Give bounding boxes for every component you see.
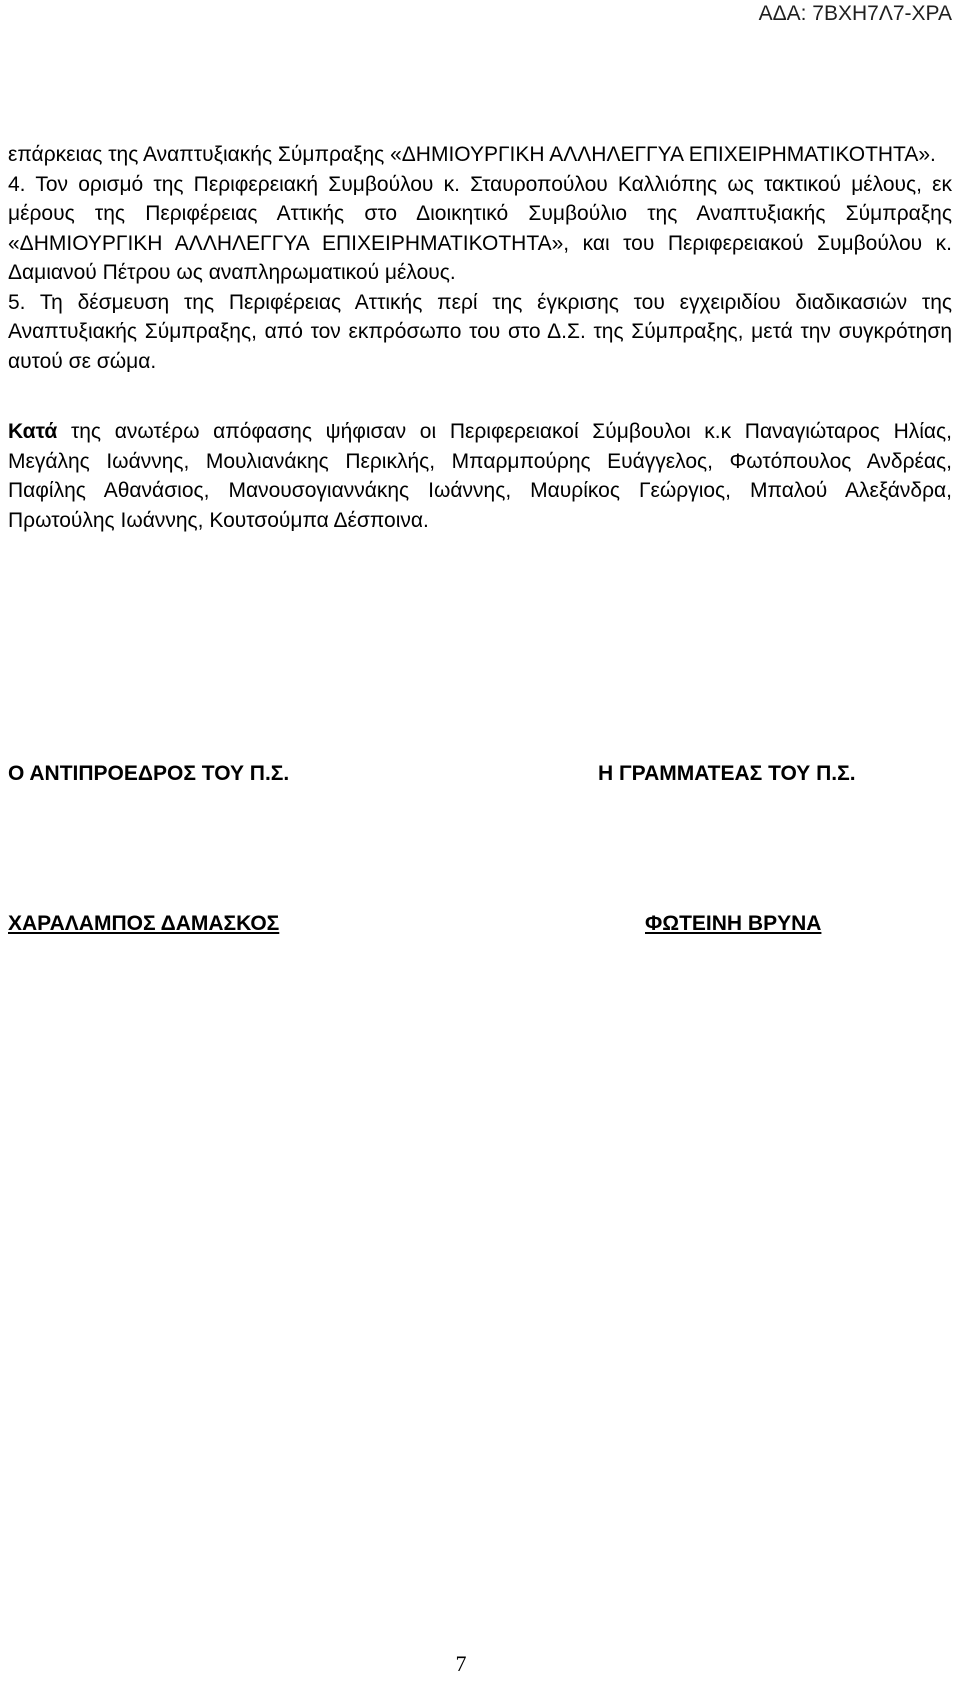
paragraph-item-5: 5. Τη δέσμευση της Περιφέρειας Αττικής περί της έγκρισης του εγχειριδίου διαδικασιών της Αναπτυξιακής Σύμπραξης, από τον εκπρόσωπο του στο Δ.Σ. της Σύμπραξης, μετά την συγκρότηση αυτού σε σώμα. xyxy=(8,290,952,373)
paragraph-item-4: 4. Τον ορισμό της Περιφερειακή Συμβούλου κ. Σταυροπούλου Καλλιόπης ως τακτικού μέλους, εκ μέρους της Περιφέρειας Αττικής στο Διοικητικό Συμβούλιο της Αναπτυξιακής Σύμπραξης «ΔΗΜΙΟΥΡΓΙΚΗ ΑΛΛΗΛΕΓΓΥΑ ΕΠΙΧΕΙΡΗΜΑΤΙΚΟΤΗΤΑ», και του Περιφερειακού Συμβούλου κ. Δαμιανού Πέτρου ως αναπληρωματικού μέλους. xyxy=(8,172,952,284)
paragraph-spacer xyxy=(8,376,952,417)
paragraph-adequacy: επάρκειας της Αναπτυξιακής Σύμπραξης «ΔΗΜΙΟΥΡΓΙΚΗ ΑΛΛΗΛΕΓΓΥΑ ΕΠΙΧΕΙΡΗΜΑΤΙΚΟΤΗΤΑ». xyxy=(8,143,936,166)
vice-president-title: Ο ΑΝΤΙΠΡΟΕΔΡΟΣ ΤΟΥ Π.Σ. xyxy=(8,762,290,785)
vice-president-name: ΧΑΡΑΛΑΜΠΟΣ ΔΑΜΑΣΚΟΣ xyxy=(8,912,280,935)
against-text: της ανωτέρω απόφασης ψήφισαν οι Περιφερειακοί Σύμβουλοι κ.κ Παναγιώταρος Ηλίας, Μεγάλης Ιωάννης, Μουλιανάκης Περικλής, Μπαρμπούρης Ευάγγελος, Φωτόπουλος Ανδρέας, Παφίλης Αθανάσιος, Μανουσογιαννάκης Ιωάννης, Μαυρίκος Γεώργιος, Μπαλού Αλεξάνδρα, Πρωτούλης Ιωάννης, Κουτσούμπα Δέσποινα. xyxy=(8,420,952,532)
page-number: 7 xyxy=(455,1651,467,1676)
secretary-title: Η ΓΡΑΜΜΑΤΕΑΣ ΤΟΥ Π.Σ. xyxy=(598,762,856,785)
document-body xyxy=(8,140,952,535)
secretary-name: ΦΩΤΕΙΝΗ ΒΡΥΝΑ xyxy=(645,912,822,935)
paragraph-against-vote xyxy=(8,417,952,535)
ada-header: ΑΔΑ: 7ΒΧΗ7Λ7-ΧΡΑ xyxy=(758,2,952,25)
against-label: Κατά xyxy=(8,420,58,443)
